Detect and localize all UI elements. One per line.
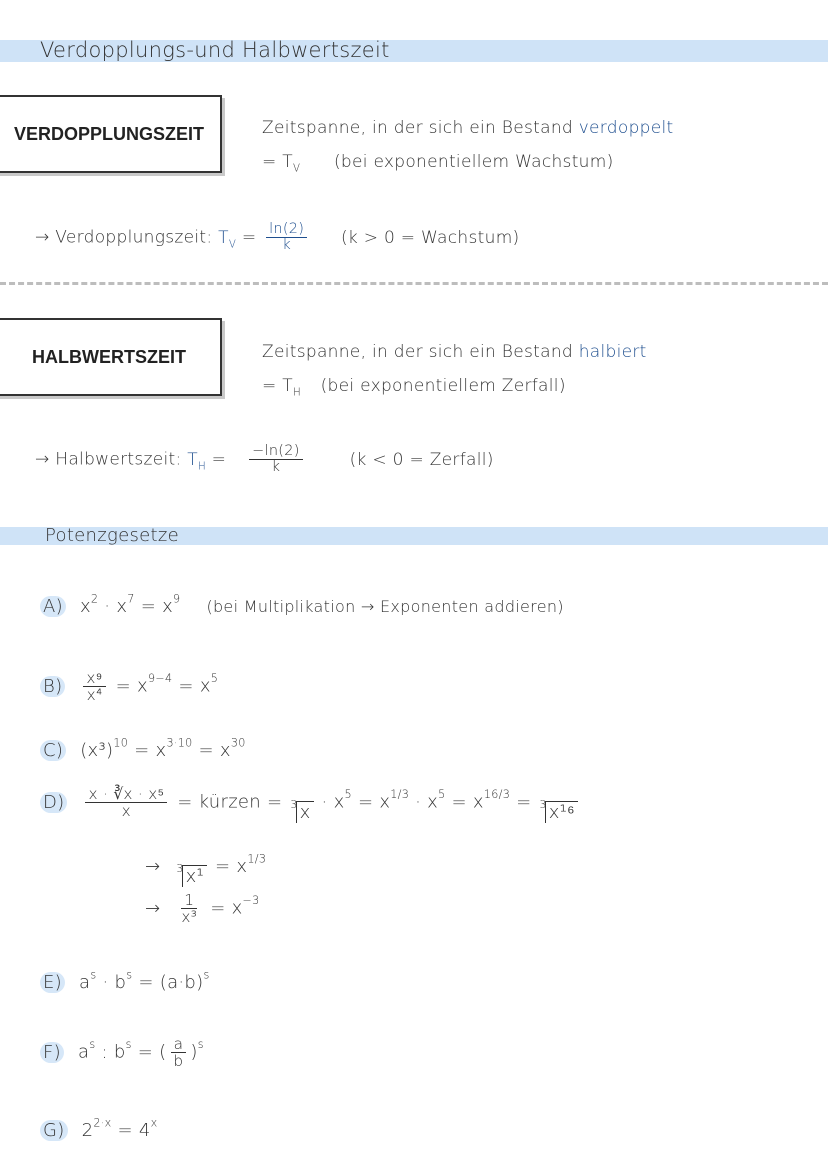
operator: = xyxy=(134,740,150,761)
rule-d-note-2 xyxy=(145,892,260,925)
formula-label: → Verdopplungszeit: xyxy=(35,227,213,248)
rule-f xyxy=(40,1036,204,1069)
formula-condition: (k > 0 = Wachstum) xyxy=(340,227,520,248)
exponent: 2·x xyxy=(93,1116,112,1130)
rule-label: E) xyxy=(40,972,65,993)
root-index: 3 xyxy=(176,862,184,875)
denominator: x³ xyxy=(181,908,198,927)
math-term: b xyxy=(114,972,127,993)
operator: = xyxy=(115,675,132,697)
rule-a xyxy=(40,592,564,617)
rule-e xyxy=(40,968,210,993)
halving-term-box: HALBWERTSZEIT xyxy=(0,318,222,396)
halving-definition xyxy=(262,342,647,362)
definition-text: Zeitspanne, in der sich ein Bestand xyxy=(262,118,579,138)
rule-label: → xyxy=(145,897,161,919)
highlight-word: halbiert xyxy=(578,342,647,362)
section-heading: Potenzgesetze xyxy=(45,525,180,546)
math-term: ) xyxy=(190,1041,198,1063)
exponent: s xyxy=(89,1038,96,1052)
operator: = xyxy=(140,596,157,617)
symbol-sub: V xyxy=(292,163,301,175)
exponent: s xyxy=(125,1038,132,1052)
math-term: x xyxy=(199,675,211,697)
symbol: = T xyxy=(262,152,293,172)
exponent: 3·10 xyxy=(166,736,193,750)
math-term: x xyxy=(116,596,128,617)
operator: · xyxy=(102,972,109,993)
halving-symbol-line xyxy=(262,376,566,398)
operator: · xyxy=(321,791,328,813)
math-term: a xyxy=(77,1041,90,1063)
page-title: Verdopplungs-und Halbwertszeit xyxy=(40,38,390,62)
rule-c xyxy=(40,736,246,761)
operator: = xyxy=(177,791,193,813)
rule-g xyxy=(40,1116,158,1141)
doubling-term-box: VERDOPPLUNGSZEIT xyxy=(0,95,222,173)
exponent: 30 xyxy=(230,736,246,750)
definition-text: Zeitspanne, in der sich ein Bestand xyxy=(262,342,579,362)
math-term: b xyxy=(113,1041,126,1063)
math-term: x xyxy=(219,740,231,761)
formula-lhs: $T_H$ xyxy=(187,449,206,473)
root-index: 3 xyxy=(290,797,298,811)
math-term: a xyxy=(79,972,91,993)
radicand: x¹ xyxy=(182,865,207,887)
root-index: 3 xyxy=(539,797,547,811)
exponent: 10 xyxy=(113,736,129,750)
rule-label: B) xyxy=(40,676,65,697)
formula-label: → Halbwertszeit: xyxy=(35,449,182,470)
rule-b xyxy=(40,670,218,703)
exponent: s xyxy=(126,968,133,982)
symbol-sub: H xyxy=(292,387,301,399)
fraction xyxy=(178,892,200,925)
exponent: 5 xyxy=(438,788,446,802)
math-term: 4 xyxy=(138,1120,151,1141)
operator: = xyxy=(117,1120,133,1141)
highlight-word: verdoppelt xyxy=(578,118,674,138)
section-divider xyxy=(0,282,828,285)
math-term: ( xyxy=(159,1041,167,1063)
math-term: x xyxy=(137,675,148,697)
doubling-formula xyxy=(35,222,519,253)
math-term: x xyxy=(79,596,91,617)
math-term: x xyxy=(333,791,345,813)
symbol-note: (bei exponentiellem Wachstum) xyxy=(333,152,614,172)
exponent: 2 xyxy=(90,592,99,606)
exponent: x xyxy=(150,1116,158,1130)
exponent: −3 xyxy=(242,894,260,908)
rule-label: F) xyxy=(40,1042,64,1063)
symbol-note: (bei exponentiellem Zerfall) xyxy=(320,376,566,396)
operator: = xyxy=(451,791,467,813)
math-term: x xyxy=(236,856,248,877)
operator: = xyxy=(215,856,231,877)
math-term: x xyxy=(379,791,391,813)
rule-label: D) xyxy=(40,792,67,813)
halving-formula xyxy=(35,444,494,475)
numerator: a xyxy=(171,1036,187,1053)
equals: = xyxy=(241,227,257,248)
operator: · xyxy=(415,791,422,813)
operator: = xyxy=(138,972,154,993)
fraction xyxy=(170,1036,186,1069)
numerator: x · ∛x · x⁵ xyxy=(85,786,167,803)
math-term: x xyxy=(472,791,484,813)
operator: = xyxy=(210,897,226,919)
exponent: 1/3 xyxy=(247,852,267,866)
symbol: = T xyxy=(262,376,293,396)
exponent: 5 xyxy=(210,672,219,686)
radicand: x¹⁶ xyxy=(545,801,578,823)
formula-condition: (k < 0 = Zerfall) xyxy=(349,449,494,470)
operator: = xyxy=(267,791,283,813)
formula-fraction: $\frac{-\ln(2)}{k}$ xyxy=(236,444,316,475)
numerator: 1 xyxy=(181,892,197,909)
rule-label: G) xyxy=(40,1120,68,1141)
denominator: b xyxy=(173,1052,184,1071)
fraction xyxy=(83,670,105,703)
radicand: x xyxy=(296,801,314,823)
exponent: 16/3 xyxy=(483,788,511,802)
rule-label: C) xyxy=(40,740,66,761)
operator: : xyxy=(101,1041,108,1063)
exponent: s xyxy=(90,968,97,982)
math-term: x xyxy=(155,740,167,761)
math-term: (x³) xyxy=(80,740,114,761)
nth-root xyxy=(540,798,578,823)
denominator: x xyxy=(121,802,132,821)
nth-root xyxy=(290,798,313,823)
exponent: 9−4 xyxy=(147,672,173,686)
math-term: x xyxy=(162,596,174,617)
operator: = xyxy=(198,740,214,761)
exponent: 5 xyxy=(344,788,352,802)
operator: = xyxy=(178,675,194,697)
math-term: x xyxy=(231,897,243,919)
math-term: (a·b) xyxy=(159,972,204,993)
numerator: x⁹ xyxy=(83,670,105,687)
rule-note: (bei Multiplikation → Exponenten addieren) xyxy=(206,597,564,616)
doubling-definition xyxy=(262,118,674,138)
math-term: x xyxy=(427,791,439,813)
operator: · xyxy=(104,596,111,617)
rule-d xyxy=(40,786,580,823)
operator: = xyxy=(516,791,532,813)
exponent: 1/3 xyxy=(390,788,410,802)
equals: = xyxy=(211,449,227,470)
math-term: 2 xyxy=(81,1120,94,1141)
exponent: 9 xyxy=(173,592,181,606)
exponent: s xyxy=(197,1038,204,1052)
exponent: 7 xyxy=(127,592,135,606)
doubling-symbol-line xyxy=(262,152,614,174)
formula-fraction: $\frac{\ln(2)}{k}$ xyxy=(266,222,307,253)
exponent: s xyxy=(203,968,210,982)
fraction xyxy=(85,786,167,819)
rule-label: A) xyxy=(40,596,66,617)
operator: = xyxy=(357,791,374,813)
denominator: x⁴ xyxy=(86,686,103,705)
operator: = xyxy=(137,1041,154,1063)
rule-d-note-1 xyxy=(145,852,267,887)
rule-label: → xyxy=(145,856,161,877)
nth-root xyxy=(176,862,207,887)
math-term: kürzen xyxy=(198,791,262,813)
formula-lhs: $T_V$ xyxy=(218,227,237,251)
